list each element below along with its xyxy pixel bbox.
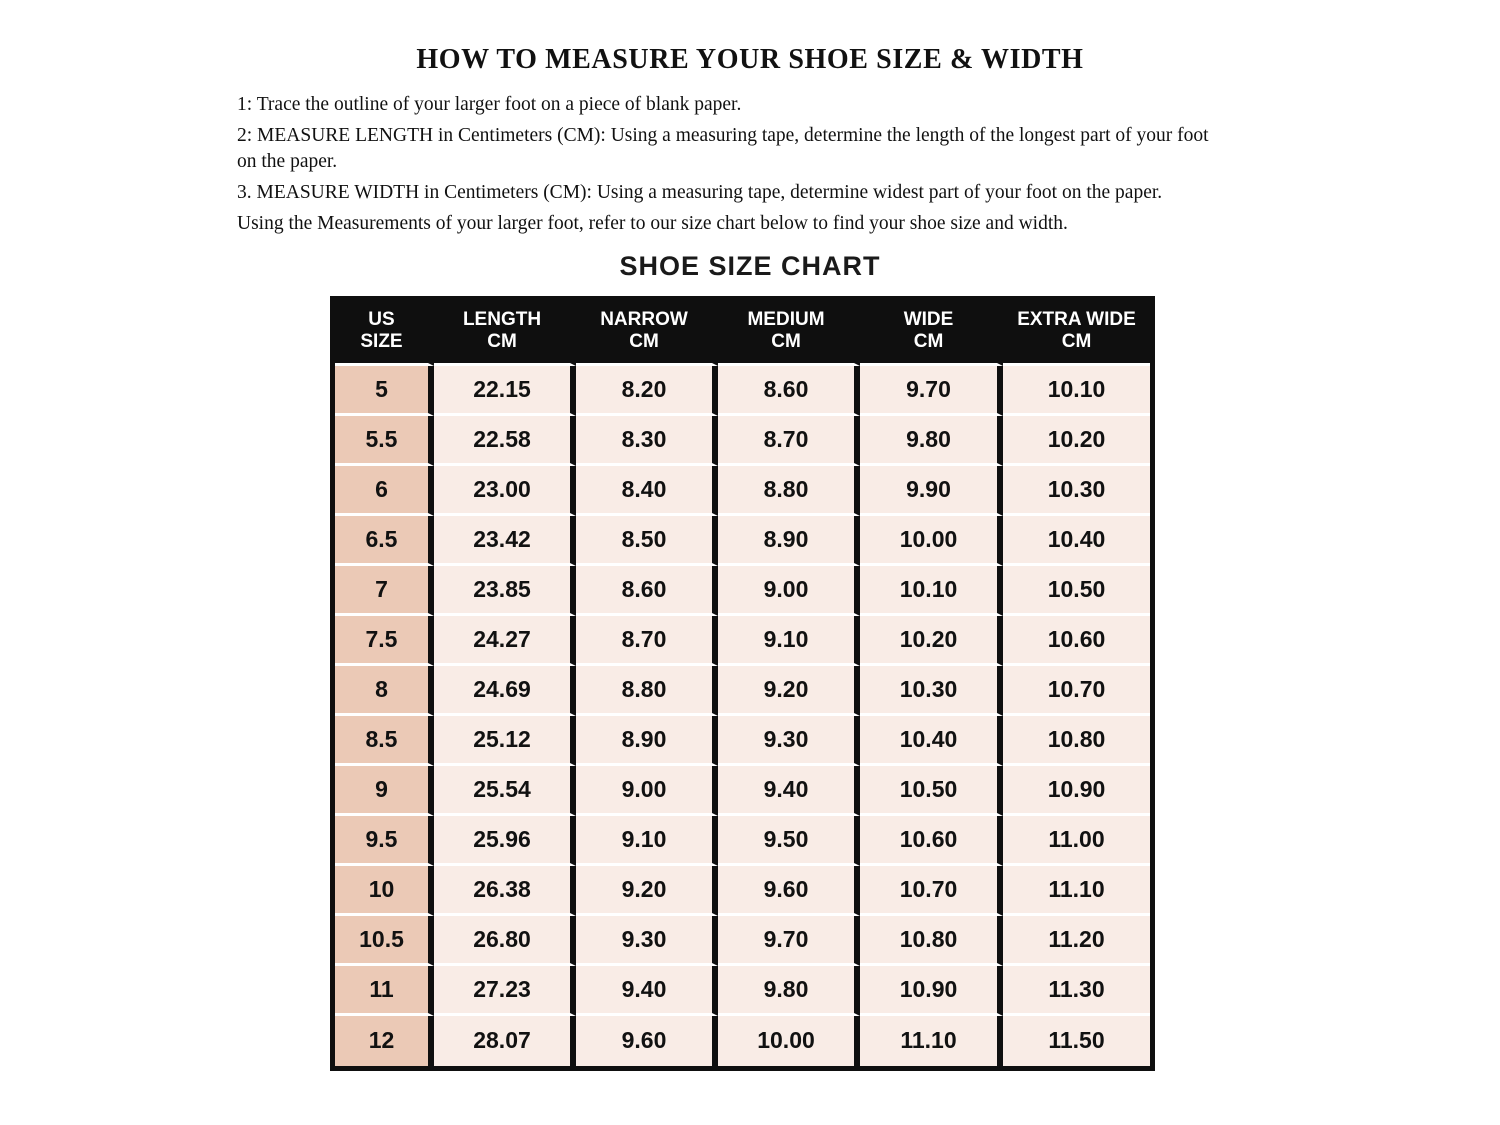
- value-cell: 8.90: [576, 716, 718, 766]
- instruction-note: Using the Measurements of your larger foot, refer to our size chart below to find your shoe size and width.: [237, 213, 1068, 235]
- instruction-step-1: 1: Trace the outline of your larger foot on a piece of blank paper.: [237, 94, 742, 115]
- value-cell: 24.69: [434, 666, 576, 716]
- header-cell-length: LENGTH CM: [434, 301, 576, 366]
- value-cell: 11.10: [1003, 866, 1150, 916]
- value-cell: 9.10: [576, 816, 718, 866]
- us-size-cell: 10: [335, 866, 434, 916]
- us-size-cell: 9: [335, 766, 434, 816]
- table-row: [335, 666, 1150, 716]
- value-cell: 9.60: [718, 866, 860, 916]
- header-cell-us: US SIZE: [335, 301, 434, 366]
- value-cell: 9.70: [718, 916, 860, 966]
- instruction-step-3: 3. MEASURE WIDTH in Centimeters (CM): Using a measuring tape, determine widest part of your foot on the paper.: [237, 182, 1163, 204]
- table-row: [335, 466, 1150, 516]
- value-cell: 10.10: [1003, 366, 1150, 416]
- value-cell: 22.58: [434, 416, 576, 466]
- value-cell: 8.40: [576, 466, 718, 516]
- value-cell: 10.30: [1003, 466, 1150, 516]
- table-header: [335, 301, 1150, 366]
- value-cell: 8.70: [718, 416, 860, 466]
- value-cell: 10.50: [1003, 566, 1150, 616]
- value-cell: 10.00: [718, 1016, 860, 1066]
- value-cell: 8.30: [576, 416, 718, 466]
- value-cell: 8.60: [718, 366, 860, 416]
- us-size-cell: 5: [335, 366, 434, 416]
- us-size-cell: 6: [335, 466, 434, 516]
- us-size-cell: 8: [335, 666, 434, 716]
- table-row: [335, 866, 1150, 916]
- value-cell: 11.20: [1003, 916, 1150, 966]
- us-size-cell: 11: [335, 966, 434, 1016]
- table-header-row: [335, 301, 1150, 366]
- page-title: HOW TO MEASURE YOUR SHOE SIZE & WIDTH: [416, 44, 1084, 75]
- value-cell: 10.40: [860, 716, 1003, 766]
- table-row: [335, 566, 1150, 616]
- value-cell: 9.10: [718, 616, 860, 666]
- header-cell-extra-wide: EXTRA WIDE CM: [1003, 301, 1150, 366]
- value-cell: 10.60: [860, 816, 1003, 866]
- value-cell: 8.20: [576, 366, 718, 416]
- value-cell: 10.00: [860, 516, 1003, 566]
- value-cell: 8.60: [576, 566, 718, 616]
- us-size-cell: 7.5: [335, 616, 434, 666]
- table-row: [335, 616, 1150, 666]
- instructions: [237, 92, 1222, 237]
- value-cell: 10.60: [1003, 616, 1150, 666]
- value-cell: 24.27: [434, 616, 576, 666]
- value-cell: 10.10: [860, 566, 1003, 616]
- table-row: [335, 766, 1150, 816]
- value-cell: 9.60: [576, 1016, 718, 1066]
- us-size-cell: 5.5: [335, 416, 434, 466]
- value-cell: 25.54: [434, 766, 576, 816]
- header-cell-medium: MEDIUM CM: [718, 301, 860, 366]
- value-cell: 23.00: [434, 466, 576, 516]
- value-cell: 11.30: [1003, 966, 1150, 1016]
- value-cell: 9.30: [718, 716, 860, 766]
- us-size-cell: 10.5: [335, 916, 434, 966]
- value-cell: 8.50: [576, 516, 718, 566]
- value-cell: 8.90: [718, 516, 860, 566]
- table-row: [335, 966, 1150, 1016]
- chart-title: SHOE SIZE CHART: [619, 250, 881, 281]
- value-cell: 10.90: [1003, 766, 1150, 816]
- size-table: [330, 296, 1155, 1071]
- value-cell: 9.00: [576, 766, 718, 816]
- us-size-cell: 7: [335, 566, 434, 616]
- value-cell: 8.80: [718, 466, 860, 516]
- table-row: [335, 1016, 1150, 1066]
- value-cell: 25.12: [434, 716, 576, 766]
- value-cell: 10.20: [860, 616, 1003, 666]
- table-row: [335, 916, 1150, 966]
- table-row: [335, 516, 1150, 566]
- us-size-cell: 12: [335, 1016, 434, 1066]
- value-cell: 8.70: [576, 616, 718, 666]
- value-cell: 11.50: [1003, 1016, 1150, 1066]
- us-size-cell: 6.5: [335, 516, 434, 566]
- table-row: [335, 366, 1150, 416]
- us-size-cell: 8.5: [335, 716, 434, 766]
- instruction-step-2: 2: MEASURE LENGTH in Centimeters (CM): Using a measuring tape, determine the length of the longest part of your foot on the paper.: [237, 125, 1209, 172]
- value-cell: 9.20: [718, 666, 860, 716]
- table-row: [335, 716, 1150, 766]
- value-cell: 8.80: [576, 666, 718, 716]
- value-cell: 9.30: [576, 916, 718, 966]
- value-cell: 26.80: [434, 916, 576, 966]
- value-cell: 10.40: [1003, 516, 1150, 566]
- value-cell: 28.07: [434, 1016, 576, 1066]
- value-cell: 10.90: [860, 966, 1003, 1016]
- value-cell: 25.96: [434, 816, 576, 866]
- value-cell: 9.70: [860, 366, 1003, 416]
- table-row: [335, 816, 1150, 866]
- value-cell: 27.23: [434, 966, 576, 1016]
- us-size-cell: 9.5: [335, 816, 434, 866]
- value-cell: 9.80: [718, 966, 860, 1016]
- value-cell: 10.70: [1003, 666, 1150, 716]
- value-cell: 22.15: [434, 366, 576, 416]
- value-cell: 9.80: [860, 416, 1003, 466]
- table-body: [335, 366, 1150, 1066]
- value-cell: 11.00: [1003, 816, 1150, 866]
- value-cell: 9.40: [576, 966, 718, 1016]
- value-cell: 9.20: [576, 866, 718, 916]
- value-cell: 9.50: [718, 816, 860, 866]
- value-cell: 10.50: [860, 766, 1003, 816]
- value-cell: 9.40: [718, 766, 860, 816]
- value-cell: 23.85: [434, 566, 576, 616]
- value-cell: 9.90: [860, 466, 1003, 516]
- header-cell-wide: WIDE CM: [860, 301, 1003, 366]
- value-cell: 10.30: [860, 666, 1003, 716]
- header-cell-narrow: NARROW CM: [576, 301, 718, 366]
- value-cell: 23.42: [434, 516, 576, 566]
- value-cell: 10.80: [860, 916, 1003, 966]
- table-row: [335, 416, 1150, 466]
- value-cell: 9.00: [718, 566, 860, 616]
- value-cell: 26.38: [434, 866, 576, 916]
- value-cell: 10.20: [1003, 416, 1150, 466]
- value-cell: 11.10: [860, 1016, 1003, 1066]
- size-table-wrap: [330, 296, 1500, 1071]
- value-cell: 10.80: [1003, 716, 1150, 766]
- value-cell: 10.70: [860, 866, 1003, 916]
